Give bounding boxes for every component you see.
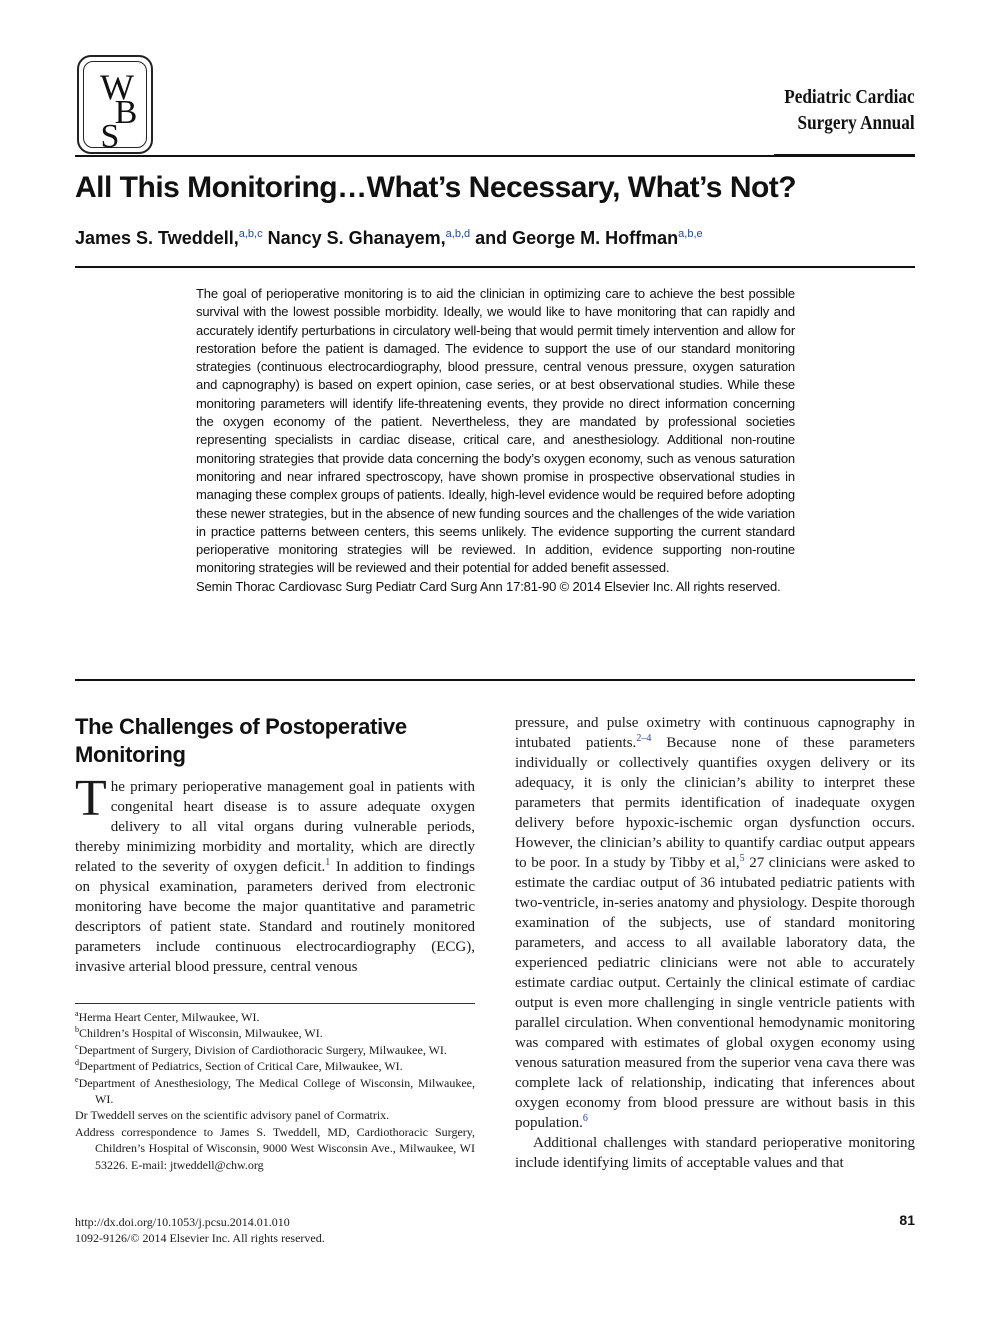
footnote-mark: e	[75, 1074, 79, 1084]
footnote-text: Department of Pediatrics, Section of Critical Care, Milwaukee, WI.	[79, 1059, 403, 1074]
page-footer	[75, 1214, 325, 1246]
footnote-text: Department of Surgery, Division of Cardiothoracic Surgery, Milwaukee, WI.	[78, 1042, 447, 1057]
svg-text:B: B	[114, 94, 138, 131]
paragraph-text: 27 clinicians were asked to estimate the cardiac output of 36 intubated pediatric patients with two-ventricle, in-series anatomy and physiology. Despite thorough examination of the subjects, use of standard monitoring parameters, and access to all available laboratory data, the experienced pediatric clinicians were not able to accurately estimate cardiac output. Certainly the clinical estimate of cardiac output is even more challenging in single ventricle patients with parallel circulation. When conventional hemodynamic monitoring was compared with estimates of global oxygen economy using venous saturation measured from the superior vena cava there was complete lack of relationship, indicating that inferences about oxygen economy from blood pressure are without basis in this population.	[515, 855, 915, 1131]
reference-link[interactable]: 6	[582, 1113, 588, 1124]
article-title: All This Monitoring…What’s Necessary, What’s Not?	[75, 171, 797, 204]
section-heading: The Challenges of Postoperative Monitoring	[75, 714, 407, 767]
paragraph-text: he primary perioperative management goal in patients with congenital heart disease is to assure adequate oxygen delivery to all vital organs during vulnerable periods, thereby minimizing morbidity and mortality, which are directly related to the severity of oxygen deficit.	[75, 779, 475, 875]
paragraph-text: pressure, and pulse oximetry with continuous capnography in intubated patients.	[515, 715, 915, 751]
paragraph: Additional challenges with standard perioperative monitoring include identifying limits of acceptable values and that	[515, 1135, 915, 1171]
footnotes	[75, 1009, 475, 1173]
doi-link[interactable]: http://dx.doi.org/10.1053/j.pcsu.2014.01.010	[75, 1215, 290, 1229]
author-list	[75, 228, 703, 249]
paragraph	[515, 713, 915, 1133]
reference-link[interactable]: 2–4	[636, 733, 652, 744]
abstract-citation: Semin Thorac Cardiovasc Surg Pediatr Card Surg Ann 17:81-90 © 2014 Elsevier Inc. All rights reserved.	[196, 578, 781, 594]
reference-link[interactable]: 5	[739, 853, 745, 864]
affiliation-footnote	[75, 1025, 475, 1041]
correspondence-footnote: Address correspondence to James S. Tweddell, MD, Cardiothoracic Surgery, Children’s Hospital of Wisconsin, 9000 West Wisconsin Ave., Milwaukee, WI 53226. E-mail: jtweddell@chw.org	[75, 1124, 475, 1172]
journal-name-line1: Pediatric Cardiac	[784, 86, 915, 108]
affiliation-footnote	[75, 1058, 475, 1074]
abstract-divider	[75, 679, 915, 681]
footnote-mark: d	[75, 1058, 79, 1068]
disclosure-footnote: Dr Tweddell serves on the scientific advisory panel of Cormatrix.	[75, 1108, 390, 1123]
abstract	[196, 285, 795, 596]
author-affiliation-link[interactable]: a,b,c	[238, 228, 263, 240]
paragraph-text: In addition to findings on physical examination, parameters derived from electronic monitoring have become the major quantitative and parametric descriptors of patient state. Standard and routinely monitored parameters include continuous electrocardiography (ECG), invasive arterial blood pressure, central venous	[75, 859, 475, 975]
author-name: Nancy S. Ghanayem,	[262, 228, 446, 248]
drop-cap: T	[75, 770, 107, 827]
footnote-text: Department of Anesthesiology, The Medical College of Wisconsin, Milwaukee, WI.	[78, 1075, 475, 1107]
footnote-divider	[75, 1003, 475, 1004]
journal-name-line2: Surgery Annual	[797, 112, 915, 134]
affiliation-footnote	[75, 1009, 475, 1025]
body-column-right	[515, 713, 915, 1173]
author-affiliation-link[interactable]: a,b,e	[678, 228, 703, 240]
footnote-text: Herma Heart Center, Milwaukee, WI.	[78, 1010, 260, 1024]
footnote-text: Children’s Hospital of Wisconsin, Milwaukee, WI.	[79, 1026, 323, 1041]
footnote-mark: c	[75, 1041, 79, 1051]
affiliation-footnote	[75, 1042, 475, 1058]
author-affiliation-link[interactable]: a,b,d	[445, 228, 471, 240]
affiliation-footnote	[75, 1075, 475, 1108]
author-name: and George M. Hoffman	[470, 228, 679, 248]
abstract-body: The goal of perioperative monitoring is to aid the clinician in optimizing care to achieve the best possible survival with the lowest possible morbidity. Ideally, we would like to have monitoring that can rapidly and accurately identify perturbations in circulatory well-being that would permit timely intervention and allow for restoration before the patient is damaged. The evidence to support the use of our standard monitoring strategies (continuous electrocardiography, blood pressure, central venous pressure, oxygen saturation and capnography) is based on expert opinion, case series, or at best observational studies. While these monitoring parameters will identify life-threatening events, they provide no direct information concerning the oxygen economy of the patient. Nevertheless, they are mandated by professional societies representing specialists in cardiac disease, critical care, and anesthesiology. Additional non-routine monitoring strategies that provide data concerning the body’s oxygen economy, such as venous saturation monitoring and near infrared spectroscopy, have shown promise in prospective observational studies in managing these complex groups of patients. Ideally, high-level evidence would be required before adopting these newer strategies, but in the absence of new funding sources and the challenges of the wide variation in practice patterns between centers, this seems unlikely. The evidence supporting the current standard perioperative monitoring strategies will be reviewed. In addition, evidence supporting non-routine monitoring strategies will be reviewed and their potential for added benefit assessed.	[196, 286, 796, 576]
reference-link[interactable]: 1	[325, 857, 331, 868]
footnote-mark: b	[75, 1025, 79, 1035]
author-name: James S. Tweddell,	[75, 228, 239, 248]
svg-text:S: S	[100, 118, 120, 155]
author-divider	[75, 266, 915, 268]
publisher-logo	[77, 55, 153, 154]
copyright-line: 1092-9126/© 2014 Elsevier Inc. All rights reserved.	[75, 1231, 325, 1245]
journal-name	[785, 84, 915, 136]
footnote-mark: a	[75, 1009, 79, 1018]
page-number: 81	[899, 1212, 915, 1228]
svg-text:W: W	[100, 67, 134, 107]
body-column-left	[75, 770, 475, 977]
wbs-logo-icon	[79, 57, 155, 156]
paragraph-text: Because none of these parameters individually or collectively quantifies oxygen delivery or its adequacy, it is only the clinician’s ability to interpret these parameters that permits identification of inadequate oxygen delivery before hypoxic-ischemic organ dysfunction occurs. However, the clinician’s ability to quantify cardiac output appears to be poor. In a study by Tibby et al,	[515, 735, 915, 871]
header-divider	[75, 155, 915, 157]
paragraph	[75, 770, 475, 977]
